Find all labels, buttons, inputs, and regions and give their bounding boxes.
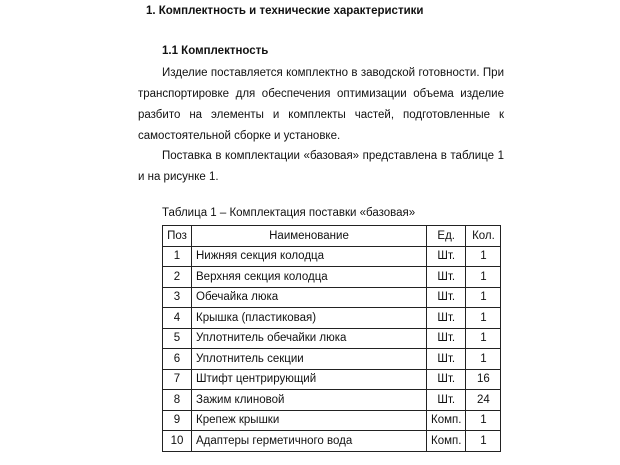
section-title: 1. Комплектность и технические характеристики	[146, 5, 424, 17]
header-name: Наименование	[192, 226, 427, 247]
cell-pos: 5	[163, 328, 192, 349]
cell-qty: 1	[466, 349, 501, 370]
cell-unit: Шт.	[427, 328, 466, 349]
table-row	[163, 369, 501, 390]
table-row	[163, 246, 501, 267]
cell-unit: Шт.	[427, 246, 466, 267]
cell-pos: 1	[163, 246, 192, 267]
cell-qty: 1	[466, 328, 501, 349]
header-qty: Кол.	[466, 226, 501, 247]
cell-unit: Шт.	[427, 349, 466, 370]
cell-pos: 7	[163, 369, 192, 390]
table-row	[163, 349, 501, 370]
cell-unit: Шт.	[427, 369, 466, 390]
cell-unit: Шт.	[427, 390, 466, 411]
cell-name: Уплотнитель секции	[192, 349, 427, 370]
subsection-title: 1.1 Комплектность	[162, 45, 269, 57]
cell-unit: Шт.	[427, 267, 466, 288]
cell-qty: 1	[466, 308, 501, 329]
cell-name: Штифт центрирующий	[192, 369, 427, 390]
cell-qty: 1	[466, 267, 501, 288]
cell-unit: Комп.	[427, 410, 466, 431]
cell-name: Крепеж крышки	[192, 410, 427, 431]
table-row	[163, 431, 501, 452]
cell-unit: Шт.	[427, 287, 466, 308]
paragraph-basic-set-text: Поставка в комплектации «базовая» представлена в таблице 1 и на рисунке 1.	[138, 150, 504, 183]
cell-pos: 2	[163, 267, 192, 288]
cell-unit: Комп.	[427, 431, 466, 452]
paragraph-delivery	[138, 63, 504, 147]
cell-name: Крышка (пластиковая)	[192, 308, 427, 329]
cell-pos: 4	[163, 308, 192, 329]
cell-qty: 1	[466, 246, 501, 267]
cell-name: Адаптеры герметичного вода	[192, 431, 427, 452]
cell-qty: 16	[466, 369, 501, 390]
paragraph-basic-set	[138, 146, 504, 188]
cell-name: Нижняя секция колодца	[192, 246, 427, 267]
cell-qty: 1	[466, 431, 501, 452]
table-row	[163, 267, 501, 288]
cell-qty: 24	[466, 390, 501, 411]
table-header-row	[163, 226, 501, 247]
cell-qty: 1	[466, 410, 501, 431]
header-unit: Ед.	[427, 226, 466, 247]
cell-pos: 10	[163, 431, 192, 452]
cell-pos: 3	[163, 287, 192, 308]
cell-pos: 9	[163, 410, 192, 431]
cell-name: Верхняя секция колодца	[192, 267, 427, 288]
header-pos: Поз	[163, 226, 192, 247]
cell-pos: 6	[163, 349, 192, 370]
table-row	[163, 308, 501, 329]
paragraph-delivery-text: Изделие поставляется комплектно в заводской готовности. При транспортировке для обеспечения оптимизации объема изделие разбито на элементы и комплекты частей, подготовленные к самостоятельной сборке и установке.	[138, 67, 504, 142]
cell-name: Обечайка люка	[192, 287, 427, 308]
cell-name: Уплотнитель обечайки люка	[192, 328, 427, 349]
table-row	[163, 390, 501, 411]
cell-name: Зажим клиновой	[192, 390, 427, 411]
cell-unit: Шт.	[427, 308, 466, 329]
cell-pos: 8	[163, 390, 192, 411]
table-row	[163, 328, 501, 349]
table-caption: Таблица 1 – Комплектация поставки «базовая»	[162, 207, 416, 219]
table-row	[163, 287, 501, 308]
cell-qty: 1	[466, 287, 501, 308]
kit-table	[162, 225, 501, 452]
table-row	[163, 410, 501, 431]
